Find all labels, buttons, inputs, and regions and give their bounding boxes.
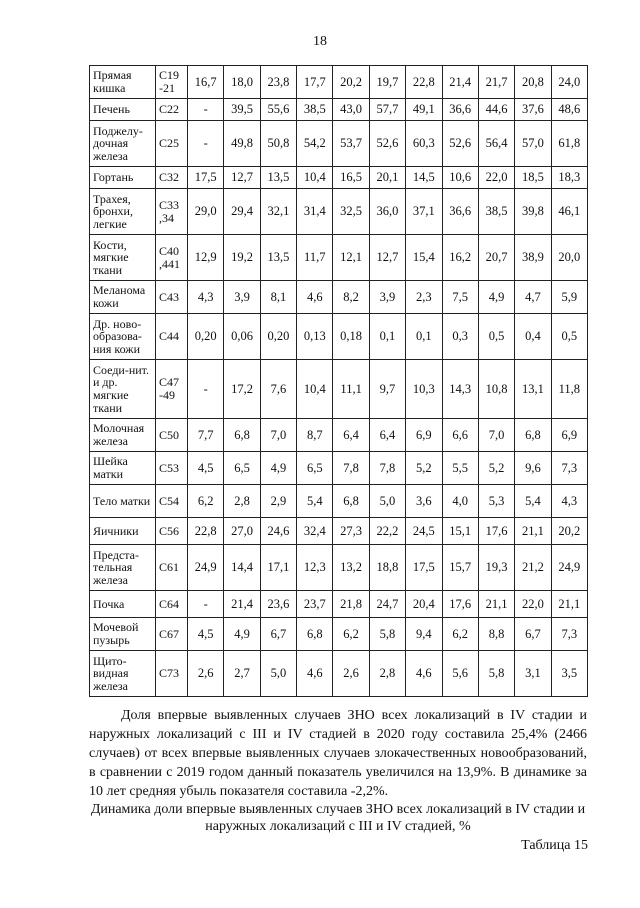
row-icd-code: C32: [156, 167, 188, 189]
row-value-cell: 24,6: [260, 518, 296, 545]
table-row: [90, 189, 588, 235]
row-value-cell: 7,0: [478, 419, 514, 452]
row-value-cell: 8,1: [260, 281, 296, 314]
row-localization-name: Меланома кожи: [90, 281, 156, 314]
row-value-cell: 22,2: [369, 518, 405, 545]
row-value-cell: 15,1: [442, 518, 478, 545]
row-value-cell: 38,5: [478, 189, 514, 235]
row-value-cell: 4,9: [478, 281, 514, 314]
row-localization-name: Яичники: [90, 518, 156, 545]
row-value-cell: 4,0: [442, 485, 478, 518]
row-value-cell: 21,4: [442, 66, 478, 99]
row-value-cell: 5,0: [369, 485, 405, 518]
row-value-cell: 11,7: [297, 235, 333, 281]
row-value-cell: 6,7: [260, 618, 296, 651]
row-value-cell: 43,0: [333, 99, 369, 121]
table-row: [90, 419, 588, 452]
row-value-cell: 0,18: [333, 314, 369, 360]
row-value-cell: 21,2: [515, 545, 551, 591]
row-value-cell: 3,6: [406, 485, 442, 518]
row-value-cell: 22,0: [478, 167, 514, 189]
row-value-cell: 24,5: [406, 518, 442, 545]
row-value-cell: 12,1: [333, 235, 369, 281]
row-icd-code: C22: [156, 99, 188, 121]
row-value-cell: 6,7: [515, 618, 551, 651]
row-value-cell: 56,4: [478, 121, 514, 167]
row-value-cell: 21,8: [333, 591, 369, 618]
row-value-cell: 15,4: [406, 235, 442, 281]
row-value-cell: 5,5: [442, 452, 478, 485]
row-value-cell: 16,5: [333, 167, 369, 189]
row-value-cell: 14,3: [442, 360, 478, 419]
row-value-cell: 38,5: [297, 99, 333, 121]
row-value-cell: 36,6: [442, 189, 478, 235]
row-value-cell: 12,9: [188, 235, 224, 281]
row-icd-code: C33 ,34: [156, 189, 188, 235]
row-value-cell: 7,8: [369, 452, 405, 485]
row-localization-name: Соеди-нит. и др. мягкие ткани: [90, 360, 156, 419]
row-value-cell: 61,8: [551, 121, 587, 167]
row-value-cell: 2,6: [333, 651, 369, 697]
page-number: 18: [313, 34, 327, 49]
row-value-cell: 10,3: [406, 360, 442, 419]
row-value-cell: 53,7: [333, 121, 369, 167]
row-value-cell: 18,5: [515, 167, 551, 189]
row-value-cell: 6,9: [406, 419, 442, 452]
table-row: [90, 360, 588, 419]
row-value-cell: 17,7: [297, 66, 333, 99]
row-value-cell: 7,7: [188, 419, 224, 452]
table-row: [90, 485, 588, 518]
row-value-cell: 4,5: [188, 618, 224, 651]
row-value-cell: 24,9: [551, 545, 587, 591]
table-row: [90, 545, 588, 591]
row-value-cell: 0,3: [442, 314, 478, 360]
row-value-cell: 8,2: [333, 281, 369, 314]
row-value-cell: 24,0: [551, 66, 587, 99]
row-value-cell: 32,5: [333, 189, 369, 235]
row-value-cell: -: [188, 591, 224, 618]
row-value-cell: 19,2: [224, 235, 260, 281]
row-value-cell: 5,9: [551, 281, 587, 314]
row-value-cell: 7,6: [260, 360, 296, 419]
row-value-cell: 11,8: [551, 360, 587, 419]
row-value-cell: -: [188, 360, 224, 419]
row-value-cell: 36,6: [442, 99, 478, 121]
row-value-cell: 4,3: [188, 281, 224, 314]
row-value-cell: 13,5: [260, 167, 296, 189]
row-localization-name: Трахея, бронхи, легкие: [90, 189, 156, 235]
row-icd-code: C61: [156, 545, 188, 591]
row-value-cell: 20,7: [478, 235, 514, 281]
row-localization-name: Шейка матки: [90, 452, 156, 485]
row-icd-code: C25: [156, 121, 188, 167]
row-value-cell: 31,4: [297, 189, 333, 235]
table-row: [90, 121, 588, 167]
row-value-cell: 7,5: [442, 281, 478, 314]
row-value-cell: 5,4: [515, 485, 551, 518]
row-value-cell: 32,4: [297, 518, 333, 545]
row-value-cell: 6,5: [297, 452, 333, 485]
row-value-cell: 20,2: [333, 66, 369, 99]
table-body: [90, 66, 588, 697]
table-row: [90, 99, 588, 121]
row-value-cell: 3,9: [369, 281, 405, 314]
row-value-cell: 9,7: [369, 360, 405, 419]
table-row: [90, 618, 588, 651]
row-icd-code: C47 -49: [156, 360, 188, 419]
row-value-cell: 23,6: [260, 591, 296, 618]
row-value-cell: 21,1: [551, 591, 587, 618]
row-value-cell: 4,6: [297, 651, 333, 697]
row-value-cell: 12,7: [369, 235, 405, 281]
row-value-cell: 0,20: [188, 314, 224, 360]
row-value-cell: 17,2: [224, 360, 260, 419]
row-value-cell: 6,8: [333, 485, 369, 518]
row-value-cell: 20,2: [551, 518, 587, 545]
row-value-cell: 17,6: [478, 518, 514, 545]
row-value-cell: 27,0: [224, 518, 260, 545]
row-value-cell: -: [188, 121, 224, 167]
row-localization-name: Почка: [90, 591, 156, 618]
row-value-cell: 5,8: [478, 651, 514, 697]
row-value-cell: 0,5: [478, 314, 514, 360]
row-value-cell: 21,1: [478, 591, 514, 618]
row-localization-name: Др. ново-образова-ния кожи: [90, 314, 156, 360]
row-value-cell: 13,1: [515, 360, 551, 419]
row-value-cell: 38,9: [515, 235, 551, 281]
row-value-cell: 57,0: [515, 121, 551, 167]
row-value-cell: 2,8: [369, 651, 405, 697]
row-value-cell: 6,8: [515, 419, 551, 452]
row-icd-code: C44: [156, 314, 188, 360]
row-value-cell: 6,6: [442, 419, 478, 452]
row-value-cell: 18,3: [551, 167, 587, 189]
row-value-cell: 19,7: [369, 66, 405, 99]
row-localization-name: Мочевой пузырь: [90, 618, 156, 651]
row-icd-code: C19 -21: [156, 66, 188, 99]
row-value-cell: 4,9: [224, 618, 260, 651]
row-value-cell: 20,4: [406, 591, 442, 618]
row-value-cell: 0,5: [551, 314, 587, 360]
row-value-cell: 17,1: [260, 545, 296, 591]
table-label: Таблица 15: [521, 838, 588, 853]
table-row: [90, 314, 588, 360]
row-value-cell: 8,7: [297, 419, 333, 452]
row-icd-code: C67: [156, 618, 188, 651]
row-value-cell: 15,7: [442, 545, 478, 591]
table-row: [90, 235, 588, 281]
row-value-cell: 6,2: [442, 618, 478, 651]
row-value-cell: 10,8: [478, 360, 514, 419]
table-row: [90, 281, 588, 314]
row-value-cell: 17,6: [442, 591, 478, 618]
row-value-cell: 0,13: [297, 314, 333, 360]
row-value-cell: 17,5: [188, 167, 224, 189]
row-value-cell: 12,7: [224, 167, 260, 189]
row-value-cell: 54,2: [297, 121, 333, 167]
table-row: [90, 66, 588, 99]
row-value-cell: 27,3: [333, 518, 369, 545]
row-value-cell: 20,8: [515, 66, 551, 99]
row-icd-code: C73: [156, 651, 188, 697]
row-value-cell: -: [188, 99, 224, 121]
row-value-cell: 10,6: [442, 167, 478, 189]
row-value-cell: 9,4: [406, 618, 442, 651]
row-value-cell: 44,6: [478, 99, 514, 121]
table-row: [90, 518, 588, 545]
row-value-cell: 36,0: [369, 189, 405, 235]
row-value-cell: 52,6: [442, 121, 478, 167]
row-value-cell: 37,6: [515, 99, 551, 121]
row-localization-name: Щито-видная железа: [90, 651, 156, 697]
row-value-cell: 24,9: [188, 545, 224, 591]
row-value-cell: 39,5: [224, 99, 260, 121]
row-value-cell: 52,6: [369, 121, 405, 167]
row-value-cell: 7,0: [260, 419, 296, 452]
row-value-cell: 6,4: [333, 419, 369, 452]
row-value-cell: 22,8: [406, 66, 442, 99]
row-value-cell: 16,2: [442, 235, 478, 281]
row-value-cell: 0,1: [369, 314, 405, 360]
row-value-cell: 7,3: [551, 618, 587, 651]
row-value-cell: 16,7: [188, 66, 224, 99]
row-value-cell: 6,2: [333, 618, 369, 651]
row-value-cell: 21,4: [224, 591, 260, 618]
row-value-cell: 29,0: [188, 189, 224, 235]
row-value-cell: 9,6: [515, 452, 551, 485]
row-value-cell: 7,8: [333, 452, 369, 485]
row-value-cell: 4,3: [551, 485, 587, 518]
row-value-cell: 14,5: [406, 167, 442, 189]
row-value-cell: 10,4: [297, 360, 333, 419]
row-value-cell: 57,7: [369, 99, 405, 121]
table-row: [90, 651, 588, 697]
row-value-cell: 5,2: [478, 452, 514, 485]
row-value-cell: 6,2: [188, 485, 224, 518]
row-value-cell: 4,5: [188, 452, 224, 485]
row-value-cell: 0,1: [406, 314, 442, 360]
row-value-cell: 4,6: [297, 281, 333, 314]
row-value-cell: 49,8: [224, 121, 260, 167]
row-value-cell: 6,5: [224, 452, 260, 485]
row-value-cell: 29,4: [224, 189, 260, 235]
row-value-cell: 6,8: [224, 419, 260, 452]
row-value-cell: 49,1: [406, 99, 442, 121]
summary-paragraph: Доля впервые выявленных случаев ЗНО всех локализаций в IV стадии и наружных локализаций с III и IV стадией в 2020 году составила 25,4% (2466 случаев) от всех впервые выявленных случаев злокачественных новообразований, в сравнении с 2019 годом данный показатель увеличился на 13,9%. В динамике за 10 лет средняя убыль показателя составила -2,2%.: [89, 708, 587, 799]
row-value-cell: 20,1: [369, 167, 405, 189]
row-icd-code: C43: [156, 281, 188, 314]
row-value-cell: 6,8: [297, 618, 333, 651]
row-icd-code: C56: [156, 518, 188, 545]
row-icd-code: C53: [156, 452, 188, 485]
row-value-cell: 5,0: [260, 651, 296, 697]
row-value-cell: 8,8: [478, 618, 514, 651]
row-value-cell: 18,0: [224, 66, 260, 99]
row-localization-name: Поджелу-дочная железа: [90, 121, 156, 167]
row-value-cell: 6,4: [369, 419, 405, 452]
row-value-cell: 50,8: [260, 121, 296, 167]
row-localization-name: Тело матки: [90, 485, 156, 518]
row-icd-code: C64: [156, 591, 188, 618]
row-value-cell: 18,8: [369, 545, 405, 591]
row-value-cell: 22,8: [188, 518, 224, 545]
row-value-cell: 23,7: [297, 591, 333, 618]
row-value-cell: 39,8: [515, 189, 551, 235]
row-value-cell: 7,3: [551, 452, 587, 485]
row-value-cell: 13,2: [333, 545, 369, 591]
row-localization-name: Кости, мягкие ткани: [90, 235, 156, 281]
row-value-cell: 3,1: [515, 651, 551, 697]
row-value-cell: 2,8: [224, 485, 260, 518]
row-value-cell: 4,6: [406, 651, 442, 697]
row-value-cell: 24,7: [369, 591, 405, 618]
row-value-cell: 55,6: [260, 99, 296, 121]
row-value-cell: 3,9: [224, 281, 260, 314]
row-value-cell: 2,6: [188, 651, 224, 697]
data-table: [89, 65, 588, 697]
table-row: [90, 167, 588, 189]
row-value-cell: 17,5: [406, 545, 442, 591]
row-value-cell: 2,7: [224, 651, 260, 697]
row-localization-name: Молочная железа: [90, 419, 156, 452]
row-value-cell: 22,0: [515, 591, 551, 618]
row-value-cell: 2,3: [406, 281, 442, 314]
row-value-cell: 19,3: [478, 545, 514, 591]
table-caption: Динамика доли впервые выявленных случаев ЗНО всех локализаций в IV стадии и наружных локализаций с III и IV стадией, %: [90, 802, 586, 834]
row-value-cell: 23,8: [260, 66, 296, 99]
row-value-cell: 0,20: [260, 314, 296, 360]
row-value-cell: 20,0: [551, 235, 587, 281]
row-value-cell: 4,9: [260, 452, 296, 485]
table-row: [90, 452, 588, 485]
row-value-cell: 3,5: [551, 651, 587, 697]
row-localization-name: Прямая кишка: [90, 66, 156, 99]
row-value-cell: 21,1: [515, 518, 551, 545]
row-value-cell: 12,3: [297, 545, 333, 591]
row-value-cell: 0,06: [224, 314, 260, 360]
row-localization-name: Предста-тельная железа: [90, 545, 156, 591]
row-value-cell: 46,1: [551, 189, 587, 235]
row-value-cell: 60,3: [406, 121, 442, 167]
row-value-cell: 5,6: [442, 651, 478, 697]
row-value-cell: 2,9: [260, 485, 296, 518]
row-value-cell: 11,1: [333, 360, 369, 419]
row-value-cell: 14,4: [224, 545, 260, 591]
row-value-cell: 5,2: [406, 452, 442, 485]
row-localization-name: Печень: [90, 99, 156, 121]
row-value-cell: 4,7: [515, 281, 551, 314]
row-value-cell: 10,4: [297, 167, 333, 189]
row-value-cell: 13,5: [260, 235, 296, 281]
row-icd-code: C54: [156, 485, 188, 518]
row-value-cell: 32,1: [260, 189, 296, 235]
row-icd-code: C50: [156, 419, 188, 452]
row-value-cell: 5,3: [478, 485, 514, 518]
row-value-cell: 5,4: [297, 485, 333, 518]
row-value-cell: 5,8: [369, 618, 405, 651]
row-localization-name: Гортань: [90, 167, 156, 189]
table-row: [90, 591, 588, 618]
row-value-cell: 0,4: [515, 314, 551, 360]
row-value-cell: 37,1: [406, 189, 442, 235]
row-value-cell: 6,9: [551, 419, 587, 452]
row-icd-code: C40 ,441: [156, 235, 188, 281]
row-value-cell: 48,6: [551, 99, 587, 121]
row-value-cell: 21,7: [478, 66, 514, 99]
